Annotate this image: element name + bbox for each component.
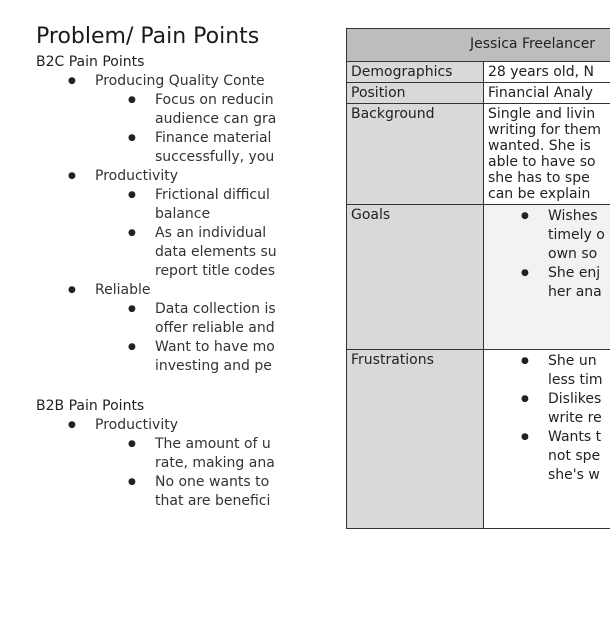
b2c-subitem (36, 186, 288, 224)
goals-value (484, 205, 610, 350)
row-header-demographics: Demographics (347, 62, 484, 83)
persona-table (346, 28, 610, 529)
row-header-background: Background (347, 104, 484, 205)
background-line: wanted. She is (488, 138, 591, 154)
b2b-subitem (36, 435, 288, 473)
b2c-subitem (36, 129, 288, 167)
row-header-frustrations: Frustrations (347, 350, 484, 529)
frustration-line: ● Wants t (548, 429, 602, 445)
subitem-line: ● The amount of u (155, 436, 271, 452)
b2c-subitem (36, 91, 288, 129)
position-row (347, 83, 610, 104)
frustration-line: not spe (548, 448, 601, 464)
subitem-line: ● No one wants to (155, 474, 270, 490)
subitem-line: that are benefici (155, 493, 271, 509)
frustration-item (488, 428, 610, 485)
background-line: able to have so (488, 154, 596, 170)
frustration-line: write re (548, 410, 602, 426)
subitem-line: ● Want to have mo (155, 339, 275, 355)
subitem-line: successfully, you (155, 149, 275, 165)
demographics-value: 28 years old, N (484, 62, 610, 83)
subitem-line: ● Data collection is (155, 301, 276, 317)
subitem-line: rate, making ana (155, 455, 275, 471)
persona-header-row (347, 29, 610, 62)
b2c-heading: B2C Pain Points (36, 54, 145, 70)
subitem-line: ● As an individual (155, 225, 267, 241)
frustrations-list (488, 352, 610, 485)
position-value: Financial Analy (484, 83, 610, 104)
frustration-line: ● Dislikes (548, 391, 602, 407)
subitem-line: investing and pe (155, 358, 272, 374)
b2c-subitem (36, 224, 288, 281)
goal-line: own so (548, 246, 598, 262)
row-header-goals: Goals (347, 205, 484, 350)
subitem-line: ● Frictional difficul (155, 187, 270, 203)
frustrations-value (484, 350, 610, 529)
subitem-line: ● Finance material (155, 130, 272, 146)
b2c-list (36, 72, 288, 376)
row-header-position: Position (347, 83, 484, 104)
b2c-item-quality (36, 72, 288, 91)
subitem-line: balance (155, 206, 211, 222)
goal-item (488, 264, 610, 302)
demographics-row (347, 62, 610, 83)
b2c-item-label: ● Reliable (95, 282, 151, 298)
b2c-item-label: ● Producing Quality Conte (95, 73, 265, 89)
page-title: Problem/ Pain Points (36, 24, 260, 49)
b2c-item-reliable (36, 281, 288, 300)
persona-table-viewport (346, 28, 610, 608)
b2c-item-label: ● Productivity (95, 168, 178, 184)
subitem-line: report title codes (155, 263, 276, 279)
frustration-line: she's w (548, 467, 600, 483)
frustration-item (488, 352, 610, 390)
subitem-line: offer reliable and (155, 320, 275, 336)
frustration-item (488, 390, 610, 428)
subitem-line: data elements su (155, 244, 277, 260)
pain-points-panel (0, 0, 288, 639)
goal-line: her ana (548, 284, 602, 300)
background-line: can be explain (488, 186, 591, 202)
goals-list (488, 207, 610, 302)
b2b-heading: B2B Pain Points (36, 398, 145, 414)
subitem-line: ● Focus on reducin (155, 92, 274, 108)
b2c-item-productivity (36, 167, 288, 186)
b2b-subitem (36, 473, 288, 511)
background-row (347, 104, 610, 205)
persona-name: Jessica Freelancer (470, 36, 596, 52)
b2b-item-productivity (36, 416, 288, 435)
b2b-item-label: ● Productivity (95, 417, 178, 433)
pain-points-content (36, 22, 288, 511)
frustration-line: less tim (548, 372, 603, 388)
frustration-line: ● She un (548, 353, 597, 369)
b2b-list (36, 416, 288, 511)
background-line: she has to spe (488, 170, 590, 186)
background-line: writing for them (488, 122, 601, 138)
b2c-subitem (36, 338, 288, 376)
goal-item (488, 207, 610, 264)
goal-line: ● She enj (548, 265, 601, 281)
subitem-line: audience can gra (155, 111, 277, 127)
goals-row (347, 205, 610, 350)
frustrations-row (347, 350, 610, 529)
goal-line: ● Wishes (548, 208, 598, 224)
background-value (484, 104, 610, 205)
goal-line: timely o (548, 227, 605, 243)
b2c-subitem (36, 300, 288, 338)
persona-name-cell (347, 29, 610, 62)
background-line: Single and livin (488, 106, 596, 122)
